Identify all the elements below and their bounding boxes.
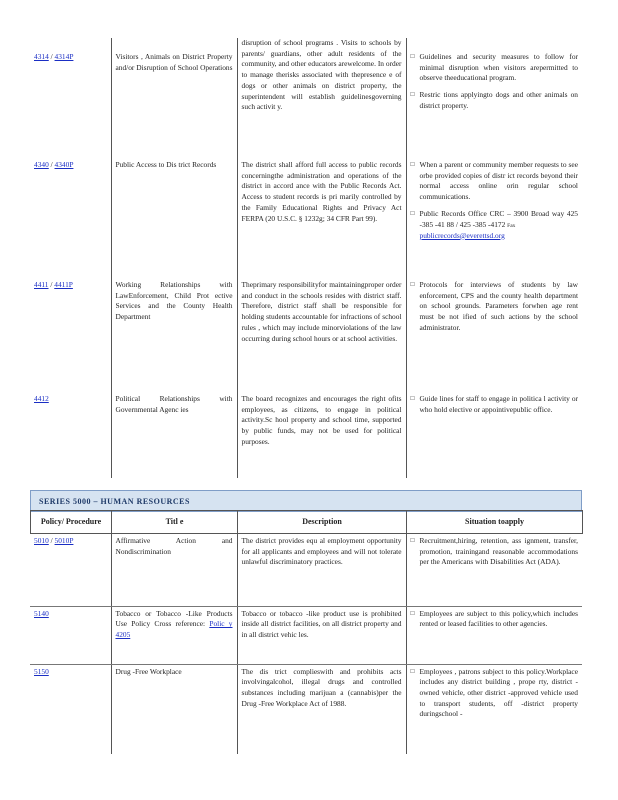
email-link[interactable]: publicrecords@everettsd.org (419, 230, 505, 240)
procedure-link-4340p[interactable]: 4340P (54, 160, 74, 169)
description-cell: The board recognizes and encourages the right ofits employees, as citizens, to engage in political activity.Sc hool property and school time, supported by public funds, may not be used for political purposes. (237, 392, 406, 478)
cross-reference-link[interactable]: Polic y 4205 (115, 619, 233, 639)
title-cell: Political Relationships with Governmental Agenc ies (111, 392, 237, 478)
policy-link-4412[interactable]: 4412 (34, 394, 49, 403)
series-title: SERIES 5000 – HUMAN RESOURCES (39, 497, 190, 506)
header-situation: Situation toapply (407, 511, 583, 534)
policy-cell: 4314 / 4314P (34, 52, 74, 61)
table-row (30, 664, 582, 754)
title-cell: Working Relationships with LawEnforcement, Child Prot ective Services and the County Health Department (111, 278, 237, 392)
situation-cell (406, 606, 582, 664)
table-row (30, 38, 582, 158)
list-item: □ Guide lines for staff to engage in politica l activity or who hold elective or appointivepublic office. (411, 394, 579, 415)
policy-link-5010[interactable]: 5010 (34, 536, 49, 545)
description-cell: The district provides equ al employment opportunity for all applicants and employees and will not tolerate unlawful discriminatory practices. (237, 534, 406, 606)
list-item (411, 209, 579, 241)
policy-table-bottom (30, 534, 582, 754)
column-headers (30, 510, 583, 534)
situation-cell (406, 278, 582, 392)
title-cell: Public Access to Dis trict Records (111, 158, 237, 278)
policy-link-5150[interactable]: 5150 (34, 666, 49, 676)
table-row (30, 158, 582, 278)
list-item: □ When a parent or community member requests to see orbe provided copies of distr ict records beyond their normal access online orin regular school communications. (411, 160, 579, 203)
policy-cell: 5010 / 5010P (30, 534, 111, 606)
procedure-link-5010p[interactable]: 5010P (54, 536, 74, 545)
table-row (30, 278, 582, 392)
situation-cell (406, 534, 582, 606)
title-text: Tobacco or Tobacco -Like Products Use Policy Cross reference: (115, 608, 233, 629)
procedure-link-4411p[interactable]: 4411P (54, 280, 73, 289)
description-cell: The district shall afford full access to public records concerningthe administration and operations of the district in accord ance with the Public Records Act. Access to student records is pri marily controlled by the Family Educational Rights and Privacy Act FERPA (20 U.S.C. § 1232g; 34 CFR Part 99). (237, 158, 406, 278)
list-item: □ Protocols for interviews of students by law enforcement, CPS and the county health department on school grounds. Parameters forwhen age rent must be not ified of such actions by the school administrator. (411, 280, 579, 334)
list-item: □ Guidelines and security measures to follow for minimal disruption when visitors arepermitted to observe theeducational program. (411, 52, 579, 84)
list-item: □ Restric tions applyingto dogs and other animals on district property. (411, 90, 579, 111)
policy-cell (30, 392, 111, 478)
policy-cell (30, 664, 111, 754)
header-title: Titl e (112, 511, 238, 534)
policy-cell (30, 606, 111, 664)
description-cell: The dis trict complieswith and prohibits acts involvingalcohol, illegal drugs and controlled substances including marijuan a (cannabis)per the Drug -Free Workplace Act of 1988. (237, 664, 406, 754)
policy-cell: 4411 / 4411P (34, 280, 73, 289)
description-cell: Tobacco or tobacco -like product use is prohibited inside all district facilities, on all district property and in all district vehic les. (237, 606, 406, 664)
series-header (30, 490, 582, 512)
contact-text: Public Records Office CRC – 3900 Broad way 425 -385 -41 88 / 425 -385 -4172 (419, 208, 578, 229)
description-cell: Theprimary responsibilityfor maintainingproper order and conduct in the schools resides with district staff. Therefore, district staff shall be responsible for holding students accountable for infractions of school rules , which may include minorviolations of the law occurring during school hours or at school activities. (237, 278, 406, 392)
situation-cell (406, 664, 582, 754)
list-item: □ Employees are subject to this policy,which includes rented or leased facilities to other agencies. (411, 609, 579, 630)
title-cell: Affirmative Action and Nondiscrimination (111, 534, 237, 606)
situation-cell (406, 392, 582, 478)
situation-cell (406, 158, 582, 278)
situation-cell (406, 38, 582, 158)
policy-link-4340[interactable]: 4340 (34, 160, 49, 169)
table-row (30, 606, 582, 664)
header-description: Description (238, 511, 407, 534)
list-item: □ Recruitment,hiring, retention, ass ignment, transfer, promotion, trainingand reasonable accommodations per the Americans with Disabilities Act (ADA). (411, 536, 579, 568)
title-cell (111, 606, 237, 664)
title-cell: Drug -Free Workplace (111, 664, 237, 754)
description-cell: disruption of school programs . Visits to schools by parents/ guardians, other adult residents of the community, and other educators arewelcome. In order to manage therisks associated with thepresence e of dogs or other animals on district property, the superintendent will establish guidelinesgoverning such activit y. (237, 38, 406, 158)
table-row (30, 534, 582, 606)
policy-link-4411[interactable]: 4411 (34, 280, 49, 289)
fax-label: Fax (507, 222, 516, 229)
policy-table-top (30, 38, 582, 478)
title-cell: Visitors , Animals on District Property and/or Disruption of School Operations (111, 38, 237, 158)
list-item: □ Employees , patrons subject to this policy.Workplace includes any district building , prope rty, district -owned vehicle, other district -approved vehicle used to transport students, off -district property duringschool - (411, 667, 579, 721)
policy-link-4314[interactable]: 4314 (34, 52, 49, 61)
policy-link-5140[interactable]: 5140 (34, 608, 49, 618)
procedure-link-4314p[interactable]: 4314P (54, 52, 74, 61)
policy-cell: 4340 / 4340P (34, 160, 74, 169)
table-row (30, 392, 582, 478)
header-policy: Policy/ Procedure (31, 511, 112, 534)
